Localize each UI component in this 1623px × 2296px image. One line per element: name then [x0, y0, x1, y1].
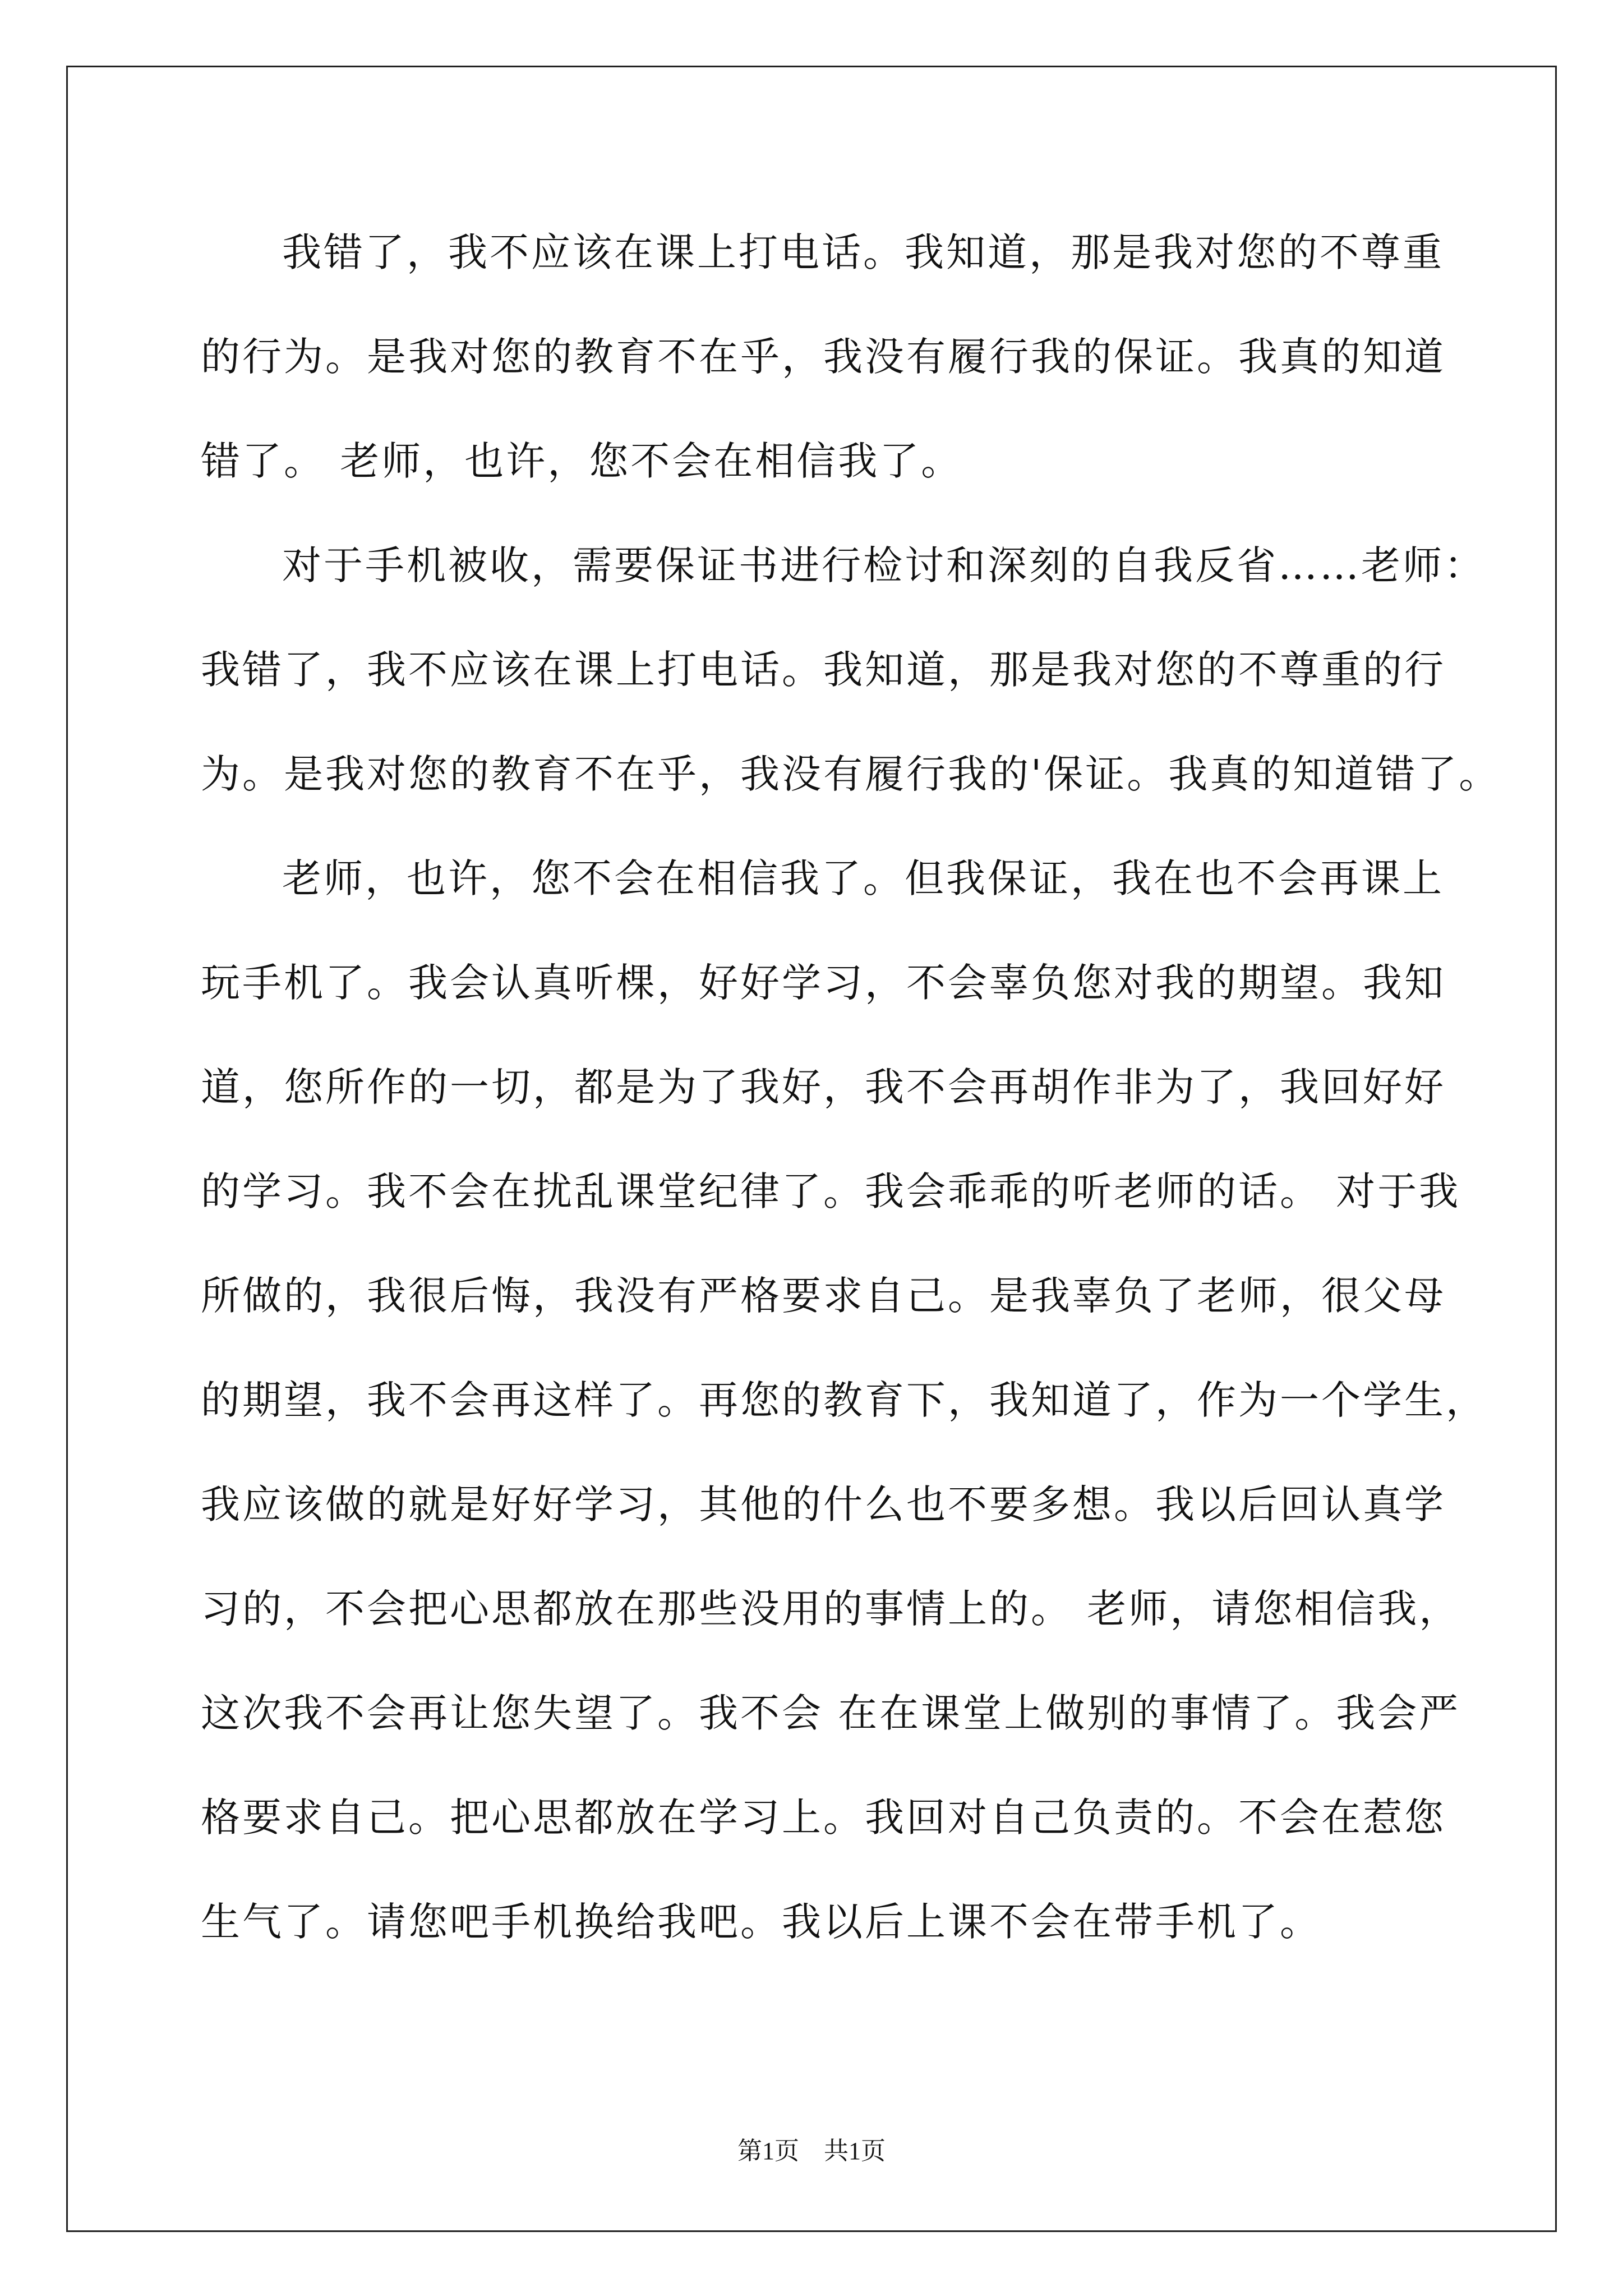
text-line: 的期望，我不会再这样了。再您的教育下，我知道了，作为一个学生，	[201, 1377, 1487, 1423]
text-line: 我错了，我不应该在课上打电话。我知道，那是我对您的不尊重	[282, 229, 1444, 275]
text-line: 玩手机了。我会认真听棵，好好学习，不会辜负您对我的期望。我知	[201, 960, 1446, 1006]
text-line: 生气了。请您吧手机换给我吧。我以后上课不会在带手机了。	[201, 1899, 1321, 1945]
text-line: 道，您所作的一切，都是为了我好，我不会再胡作非为了，我回好好	[201, 1064, 1446, 1110]
text-line: 对于手机被收，需要保证书进行检讨和深刻的自我反省……老师：	[282, 542, 1486, 588]
text-line: 格要求自己。把心思都放在学习上。我回对自己负责的。不会在惹您	[201, 1795, 1446, 1841]
text-line: 习的，不会把心思都放在那些没用的事情上的。 老师，请您相信我，	[201, 1586, 1461, 1632]
text-line: 的学习。我不会在扰乱课堂纪律了。我会乖乖的听老师的话。 对于我	[201, 1168, 1461, 1214]
text-line: 我错了，我不应该在课上打电话。我知道，那是我对您的不尊重的行	[201, 647, 1446, 693]
text-line: 所做的，我很后悔，我没有严格要求自己。是我辜负了老师，很父母	[201, 1273, 1446, 1319]
text-line: 错了。 老师，也许，您不会在相信我了。	[201, 438, 963, 484]
text-line: 的行为。是我对您的教育不在乎，我没有履行我的保证。我真的知道	[201, 334, 1446, 380]
text-line: 这次我不会再让您失望了。我不会 在在课堂上做别的事情了。我会严	[201, 1690, 1461, 1736]
text-line: 为。是我对您的教育不在乎，我没有履行我的'保证。我真的知道错了。	[201, 751, 1501, 797]
text-line: 我应该做的就是好好学习，其他的什么也不要多想。我以后回认真学	[201, 1481, 1446, 1527]
text-line: 老师，也许，您不会在相信我了。但我保证，我在也不会再课上	[282, 855, 1444, 901]
page-number: 第1页 共1页	[737, 2137, 886, 2165]
